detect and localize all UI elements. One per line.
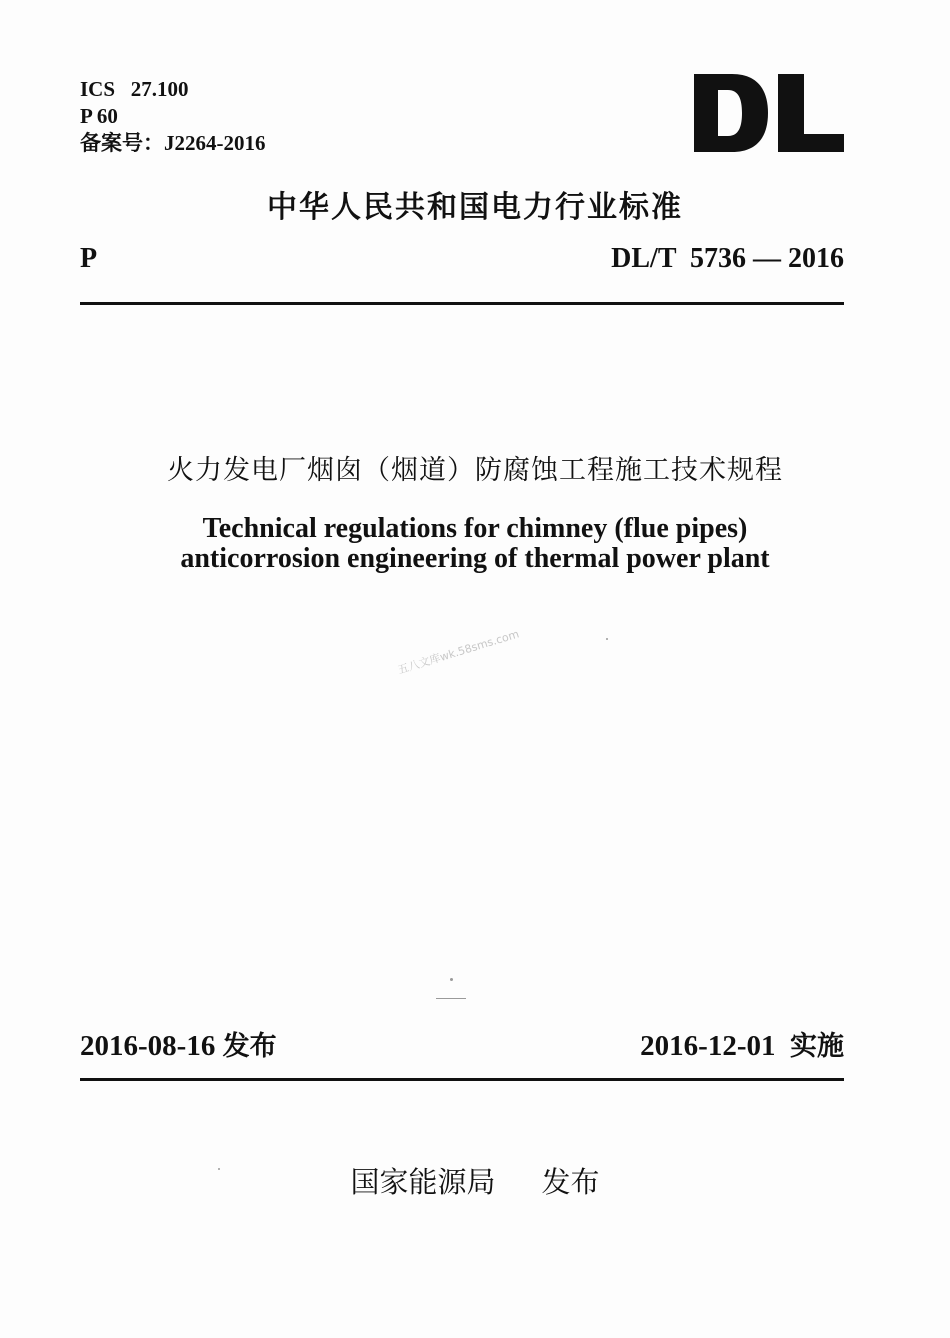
document-title-cn: 火力发电厂烟囱（烟道）防腐蚀工程施工技术规程 xyxy=(167,455,783,486)
effective-date-line xyxy=(640,1024,844,1063)
top-divider xyxy=(80,302,844,305)
ccs-code: P 60 xyxy=(80,104,118,128)
filing-line xyxy=(80,130,266,157)
document-title-en-line1: Technical regulations for chimney (flue pipes) xyxy=(202,513,748,544)
filing-label: 备案号： xyxy=(80,131,164,155)
standard-number: DL/T 5736 — 2016 xyxy=(611,243,844,274)
issue-date-line xyxy=(80,1024,277,1063)
filing-number: J2264-2016 xyxy=(164,131,266,155)
scan-speck xyxy=(450,978,453,981)
issue-date: 2016-08-16 xyxy=(80,1030,216,1062)
classification-code: P xyxy=(80,243,98,274)
publisher-action: 发布 xyxy=(541,1165,600,1199)
standard-category-title: 中华人民共和国电力行业标准 xyxy=(267,190,683,225)
document-title-en-line2: anticorrosion engineering of thermal power plant xyxy=(180,543,770,574)
scan-speck xyxy=(436,998,466,999)
watermark: 五八文库wk.58sms.com xyxy=(396,627,521,677)
ics-label: ICS xyxy=(80,77,116,101)
classification-block xyxy=(80,76,266,157)
dl-logo xyxy=(694,74,846,152)
effective-label: 实施 xyxy=(790,1031,844,1062)
ics-code: 27.100 xyxy=(130,77,189,101)
ics-line xyxy=(80,76,266,103)
dl-logo-d-shape xyxy=(694,74,768,152)
publisher-name: 国家能源局 xyxy=(350,1165,496,1199)
bottom-divider xyxy=(80,1078,844,1081)
dl-logo-l-shape xyxy=(778,74,844,152)
effective-date: 2016-12-01 xyxy=(640,1030,776,1062)
document-title-en xyxy=(0,514,950,574)
issue-label: 发布 xyxy=(222,1031,277,1062)
scan-speck xyxy=(606,638,608,640)
publisher-line xyxy=(0,1160,950,1201)
